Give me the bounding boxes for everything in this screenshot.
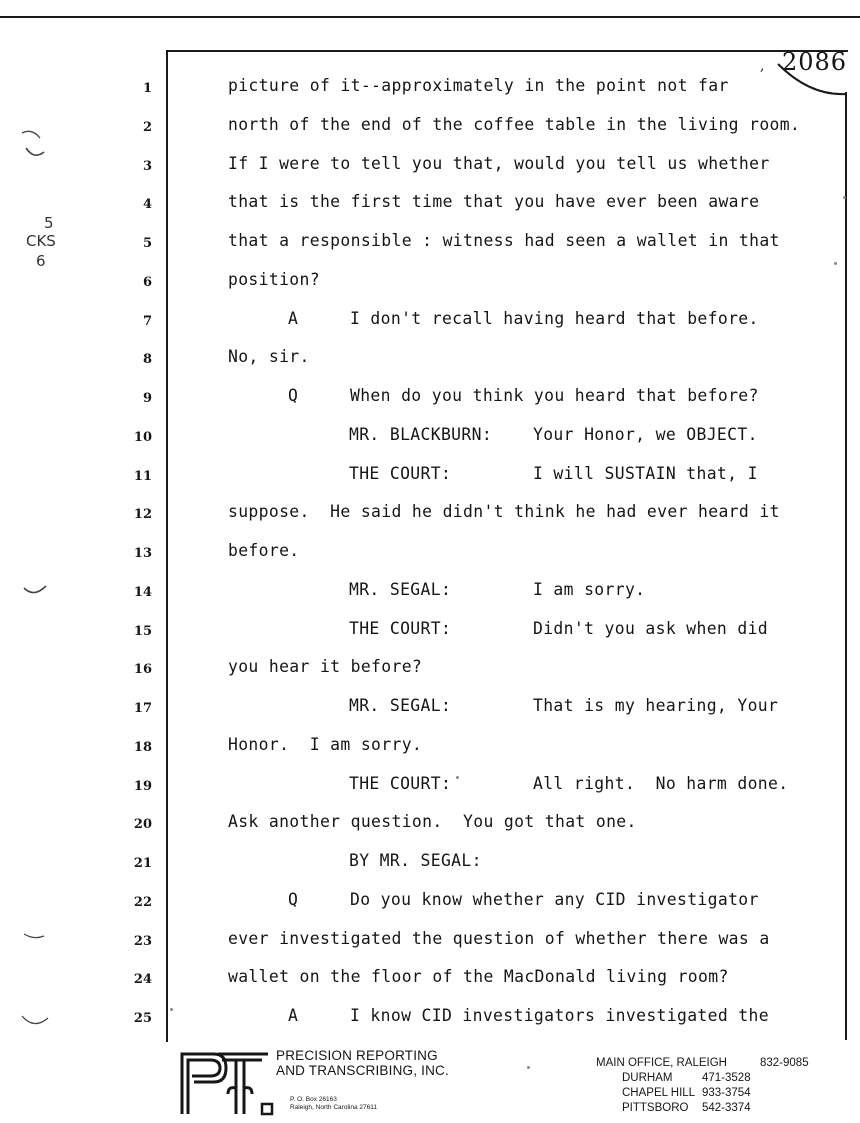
line-number: 20 — [133, 817, 152, 833]
transcript-line-text: When do you think you heard that before? — [350, 386, 759, 405]
speaker-label: MR. SEGAL: — [349, 579, 452, 599]
transcript-line-text: picture of it--approximately in the point not far — [228, 76, 729, 95]
transcript-line-text: Your Honor, we OBJECT. — [533, 424, 758, 444]
speaker-label: THE COURT: — [349, 463, 452, 483]
speaker-label: MR. SEGAL: — [349, 696, 452, 715]
speaker-label: THE COURT: — [349, 618, 452, 638]
margin-note-initials: CKS — [26, 232, 56, 250]
transcript-line-text: No, sir. — [228, 347, 310, 367]
speaker-label: A — [288, 1006, 299, 1025]
page-number-mark: , — [760, 58, 765, 74]
line-number: 18 — [133, 739, 152, 755]
line-number: 4 — [142, 197, 152, 213]
transcript-line-text: suppose. He said he didn't think he had ever heard it — [228, 502, 780, 522]
scan-speck — [834, 262, 837, 265]
office-city: DURHAM — [622, 1072, 673, 1084]
pt-logo — [178, 1050, 276, 1118]
line-number: 22 — [133, 894, 152, 910]
line-number: 7 — [142, 313, 152, 329]
office-city: MAIN OFFICE, RALEIGH — [596, 1057, 727, 1069]
scan-speck — [456, 776, 459, 779]
transcript-line-text: I am sorry. — [533, 579, 646, 599]
firm-name-line2: AND TRANSCRIBING, INC. — [276, 1062, 449, 1078]
line-number: 17 — [133, 701, 152, 716]
office-city: PITTSBORO — [622, 1102, 689, 1114]
transcript-line-text: Didn't you ask when did — [533, 618, 769, 638]
office-phone: 832-9085 — [760, 1057, 809, 1069]
margin-note-bottom: 6 — [36, 252, 46, 270]
office-phone: 542-3374 — [702, 1102, 751, 1114]
line-number: 14 — [133, 584, 152, 600]
line-number: 3 — [142, 158, 152, 174]
speaker-label: THE COURT: — [349, 773, 452, 793]
office-list — [596, 1056, 826, 1116]
transcript-line-text: before. — [228, 541, 300, 560]
office-phone: 933-3754 — [702, 1087, 751, 1099]
scan-speck — [527, 1066, 530, 1069]
page-number: 2086 — [782, 48, 848, 76]
speaker-label: MR. BLACKBURN: — [349, 424, 493, 444]
line-number: 21 — [133, 856, 152, 871]
transcript-line-text: That is my hearing, Your — [533, 696, 779, 715]
firm-address — [290, 1096, 450, 1112]
transcript-line-text: north of the end of the coffee table in the living room. — [228, 114, 801, 134]
firm-name-line1: PRECISION REPORTING — [276, 1048, 438, 1063]
line-number: 19 — [133, 778, 152, 794]
line-number: 24 — [133, 972, 152, 988]
office-phone: 471-3528 — [702, 1072, 751, 1084]
transcript-line-text: that is the first time that you have ever been aware — [228, 192, 760, 212]
transcript-line-text: position? — [228, 269, 320, 289]
margin-hole-marks — [10, 0, 70, 1123]
office-row — [596, 1101, 826, 1116]
transcript-line-text: I know CID investigators investigated the — [350, 1006, 769, 1025]
office-city: CHAPEL HILL — [622, 1087, 696, 1099]
margin-note-top: 5 — [44, 214, 54, 232]
transcript-line-text: that a responsible : witness had seen a wallet in that — [228, 231, 780, 250]
transcript-line-text: I don't recall having heard that before. — [350, 308, 759, 328]
transcript-line-text: ever investigated the question of whether there was a — [228, 928, 770, 948]
transcript-line-text: BY MR. SEGAL: — [349, 851, 482, 870]
transcript-line-text: Honor. I am sorry. — [228, 734, 423, 754]
speaker-label: A — [288, 308, 299, 328]
line-number: 6 — [142, 274, 152, 290]
line-number: 13 — [133, 546, 152, 561]
line-number: 11 — [133, 468, 152, 484]
speaker-label: Q — [288, 386, 299, 405]
transcript-line-text: If I were to tell you that, would you tell us whether — [228, 153, 770, 173]
transcript-line-text: All right. No harm done. — [533, 773, 789, 793]
transcript-line-text: wallet on the floor of the MacDonald living room? — [228, 967, 729, 987]
line-number: 9 — [142, 391, 152, 406]
office-row — [596, 1056, 826, 1071]
transcript-line-text: Do you know whether any CID investigator — [350, 889, 759, 909]
office-row — [596, 1086, 826, 1101]
line-number: 12 — [133, 507, 152, 523]
line-number: 2 — [142, 119, 152, 135]
line-number: 8 — [142, 352, 152, 368]
line-number: 25 — [133, 1011, 152, 1026]
line-number: 1 — [142, 81, 152, 96]
firm-address-line2: Raleigh, North Carolina 27611 — [290, 1104, 377, 1111]
line-number: 5 — [142, 236, 152, 251]
line-number: 10 — [133, 429, 152, 445]
firm-address-line1: P. O. Box 26163 — [290, 1096, 337, 1103]
transcript-line-text: Ask another question. You got that one. — [228, 812, 637, 832]
transcript-line-text: you hear it before? — [228, 657, 423, 677]
line-number: 23 — [133, 933, 152, 949]
scan-speck — [170, 1008, 173, 1011]
scan-speck — [843, 196, 846, 199]
line-number: 16 — [133, 662, 152, 678]
top-rule — [0, 16, 860, 18]
page-frame-right — [845, 92, 847, 1040]
transcript-line-text: I will SUSTAIN that, I — [533, 463, 758, 483]
speaker-label: Q — [288, 889, 299, 909]
office-row — [596, 1071, 826, 1086]
firm-name — [276, 1049, 476, 1078]
line-number: 15 — [133, 623, 152, 639]
